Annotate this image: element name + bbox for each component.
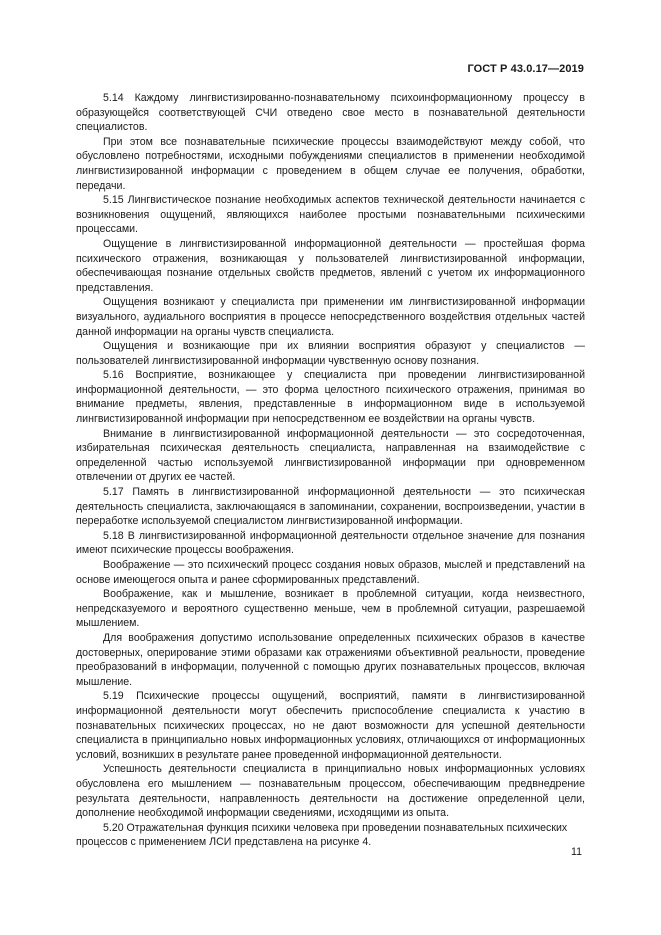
paragraph-5-17: 5.17 Память в лингвистизированной информационной деятельности — это психическая деятельность специалиста, заключающаяся в запоминании, сохранении, воспроизведении, участии в переработке используемой специалистом лингвистизированной информации. bbox=[76, 486, 585, 528]
paragraph: Воображение, как и мышление, возникает в проблемной ситуации, когда неизвестного, непредсказуемого и вероятного существенно меньше, чем в проблемной ситуации, разрешаемой мышлением. bbox=[76, 588, 585, 630]
paragraph: Ощущения возникают у специалиста при применении им лингвистизированной информации визуального, аудиального восприятия в процессе непосредственного воздействия отдельных частей данной информации на органы чувств специалиста. bbox=[76, 296, 585, 338]
page-number: 11 bbox=[571, 846, 582, 858]
paragraph: Ощущение в лингвистизированной информационной деятельности — простейшая форма психического отражения, возникающая у пользователей лингвистизированной информации, обеспечивающая познание отдельных свойств предметов, явлений с учетом их информационного представления. bbox=[76, 237, 585, 294]
paragraph-5-15: 5.15 Лингвистическое познание необходимых аспектов технической деятельности начинается с возникновения ощущений, являющихся наиболее простыми познавательными психическими процессами. bbox=[76, 194, 585, 236]
paragraph-5-14: 5.14 Каждому лингвистизированно-познавательному психоинформационному процессу в образующейся соответствующей СЧИ отведено свое место в познавательной деятельности специалистов. bbox=[76, 92, 585, 134]
paragraph: Успешность деятельности специалиста в принципиально новых информационных условиях обусловлена его мышлением — познавательным процессом, обеспечивающим предвнедрение результата деятельности, направленность деятельности на достижение определенной цели, дополнение необходимой информации сведениями, исходящими из опыта. bbox=[76, 763, 585, 820]
paragraph: Внимание в лингвистизированной информационной деятельности — это сосредоточенная, избирательная психическая деятельность специалиста, направленная на взаимодействие с определенной частью используемой лингвистизированной информации при одновременном отвлечении от других ее частей. bbox=[76, 427, 585, 484]
paragraph-5-18: 5.18 В лингвистизированной информационной деятельности отдельное значение для познания имеют психические процессы воображения. bbox=[76, 529, 585, 557]
paragraph-5-19: 5.19 Психические процессы ощущений, восприятий, памяти в лингвистизированной информационной деятельности могут обеспечить приспособление специалиста к участию в познавательных психических процессах, но не дают возможности для успешной деятельности специалиста в принципиально новых информационных условиях, отличающихся от информационных условий, возникших в результате ранее проведенной информационной деятельности. bbox=[76, 690, 585, 761]
standard-header: ГОСТ Р 43.0.17—2019 bbox=[467, 63, 584, 75]
document-body bbox=[76, 91, 585, 850]
paragraph: Воображение — это психический процесс создания новых образов, мыслей и представлений на основе имеющегося опыта и ранее сформированных представлений. bbox=[76, 559, 585, 586]
paragraph-5-20: 5.20 Отражательная функция психики человека при проведении познавательных психических процессов с применением ЛСИ представлена на рисунке 4. bbox=[76, 821, 568, 849]
paragraph: При этом все познавательные психические процессы взаимодействуют между собой, что обусловлено потребностями, исходными побуждениями специалистов в применении необходимой лингвистизированной информации с проведением в общем случае ее получения, обработки, передачи. bbox=[76, 135, 585, 192]
paragraph-5-16: 5.16 Восприятие, возникающее у специалиста при проведении лингвистизированной информационной деятельности, — это форма целостного психического отражения, принимая во внимание предметы, явления, представленные в информационном виде в используемой лингвистизированной информации при непосредственном ее воздействии на органы чувств. bbox=[76, 369, 585, 426]
paragraph: Для воображения допустимо использование определенных психических образов в качестве достоверных, оперирование этими образами как отражениями объективной реальности, проведение преобразований в информации, полученной с помощью других познавательных процессов, включая мышление. bbox=[76, 631, 585, 688]
paragraph: Ощущения и возникающие при их влиянии восприятия образуют у специалистов — пользователей лингвистизированной информации чувственную основу познания. bbox=[76, 340, 585, 367]
